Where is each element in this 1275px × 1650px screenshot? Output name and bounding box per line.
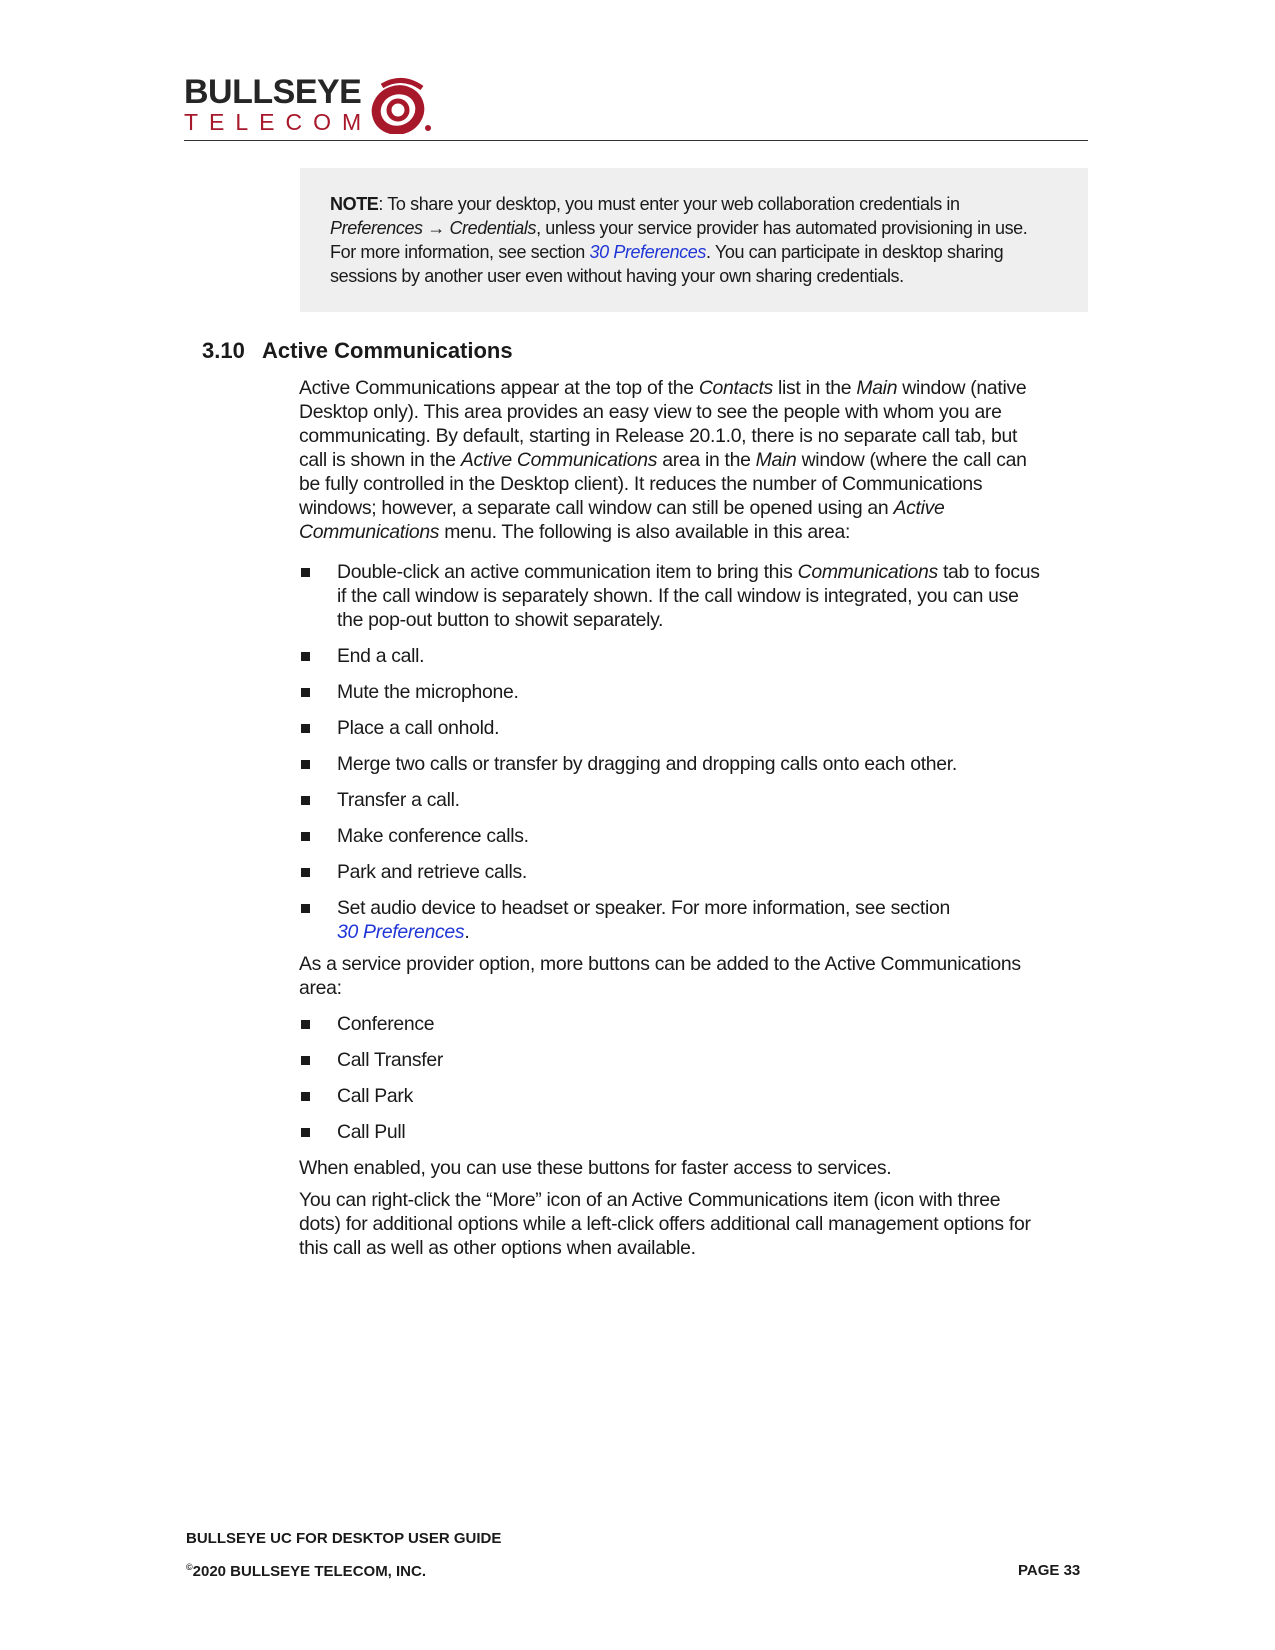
bullseye-logo-icon: [362, 76, 434, 134]
footer-copyright: ©2020 BULLSEYE TELECOM, INC.: [186, 1562, 427, 1580]
bullet-square-icon: [301, 568, 310, 577]
note-label: NOTE: [330, 194, 379, 214]
list-item: Call Park: [299, 1084, 1099, 1108]
logo-wordmark-top: BULLSEYE: [184, 73, 362, 111]
bullet-square-icon: [301, 1128, 310, 1137]
bullet-square-icon: [301, 868, 310, 877]
note-line-3: For more information, see section 30 Preferences. You can participate in desktop sharing: [330, 242, 1004, 262]
list-item: Transfer a call.: [299, 788, 1099, 812]
list-item: Mute the microphone.: [299, 680, 1099, 704]
bullet-square-icon: [301, 904, 310, 913]
button-option-1: [299, 1012, 1099, 1036]
note-box: [300, 168, 1088, 312]
note-line-2: Preferences → Credentials, unless your service provider has automated provisioning in use.: [330, 218, 1028, 238]
bullet-square-icon: [301, 1056, 310, 1065]
list-item: Park and retrieve calls.: [299, 860, 1099, 884]
preferences-link-2[interactable]: 30 Preferences: [337, 921, 465, 943]
list-item: Call Pull: [299, 1120, 1099, 1144]
feature-list-item-5: [299, 752, 1099, 776]
note-line-1: NOTE: To share your desktop, you must enter your web collaboration credentials in: [330, 194, 960, 214]
options-paragraph: As a service provider option, more buttons can be added to the Active Communications area:: [299, 953, 1021, 999]
bullet-square-icon: [301, 1020, 310, 1029]
button-option-4: [299, 1120, 1099, 1144]
bullseye-logo: [184, 74, 444, 134]
feature-list-item-2: [299, 644, 1099, 668]
logo-wordmark-bottom: TELECOM: [184, 109, 373, 135]
section-title: Active Communications: [262, 338, 513, 363]
footer-page-number: PAGE 33: [1018, 1562, 1081, 1579]
list-item: Double-click an active communication item to bring this Communications tab to focus if the call window is separately shown. If the call window is integrated, you can use the pop-out button to showit separately.: [299, 560, 1099, 632]
list-item: Merge two calls or transfer by dragging and dropping calls onto each other.: [299, 752, 1099, 776]
intro-paragraph: Active Communications appear at the top of the Contacts list in the Main window (native Desktop only). This area provides an easy view to see the people with whom you are communicating. By default, starting in Release 20.1.0, there is no separate call tab, but call is shown in the Active Communications area in the Main window (where the call can be fully controlled in the Desktop client). It reduces the number of Communications windows; however, a separate call window can still be opened using an Active Communications menu. The following is also available in this area:: [299, 377, 1027, 543]
button-option-2: [299, 1048, 1099, 1072]
section-heading: [202, 338, 513, 364]
feature-list: [299, 560, 1099, 632]
feature-list-item-7: [299, 824, 1099, 848]
list-item: Conference: [299, 1012, 1099, 1036]
bullet-square-icon: [301, 652, 310, 661]
enabled-paragraph: When enabled, you can use these buttons for faster access to services.: [299, 1157, 892, 1179]
list-item: Make conference calls.: [299, 824, 1099, 848]
list-item: Call Transfer: [299, 1048, 1099, 1072]
header-divider: [184, 140, 1088, 141]
list-item: Set audio device to headset or speaker. For more information, see section 30 Preferences.: [299, 896, 1099, 944]
feature-list-item-9: [299, 896, 1099, 944]
preferences-link[interactable]: 30 Preferences: [589, 242, 706, 262]
feature-list-item-8: [299, 860, 1099, 884]
bullet-square-icon: [301, 832, 310, 841]
bullet-square-icon: [301, 688, 310, 697]
list-item: End a call.: [299, 644, 1099, 668]
bullet-square-icon: [301, 1092, 310, 1101]
section-number: 3.10: [202, 338, 245, 363]
more-paragraph: You can right-click the “More” icon of an Active Communications item (icon with three dots) for additional options while a left-click offers additional call management options for this call as well as other options when available.: [299, 1189, 1031, 1259]
feature-list-item-4: [299, 716, 1099, 740]
bullet-square-icon: [301, 796, 310, 805]
feature-list-item-3: [299, 680, 1099, 704]
footer-guide-title: BULLSEYE UC FOR DESKTOP USER GUIDE: [186, 1530, 502, 1547]
feature-list-item-6: [299, 788, 1099, 812]
button-option-3: [299, 1084, 1099, 1108]
bullet-square-icon: [301, 760, 310, 769]
note-line-4: sessions by another user even without having your own sharing credentials.: [330, 266, 904, 286]
bullet-square-icon: [301, 724, 310, 733]
list-item: Place a call onhold.: [299, 716, 1099, 740]
